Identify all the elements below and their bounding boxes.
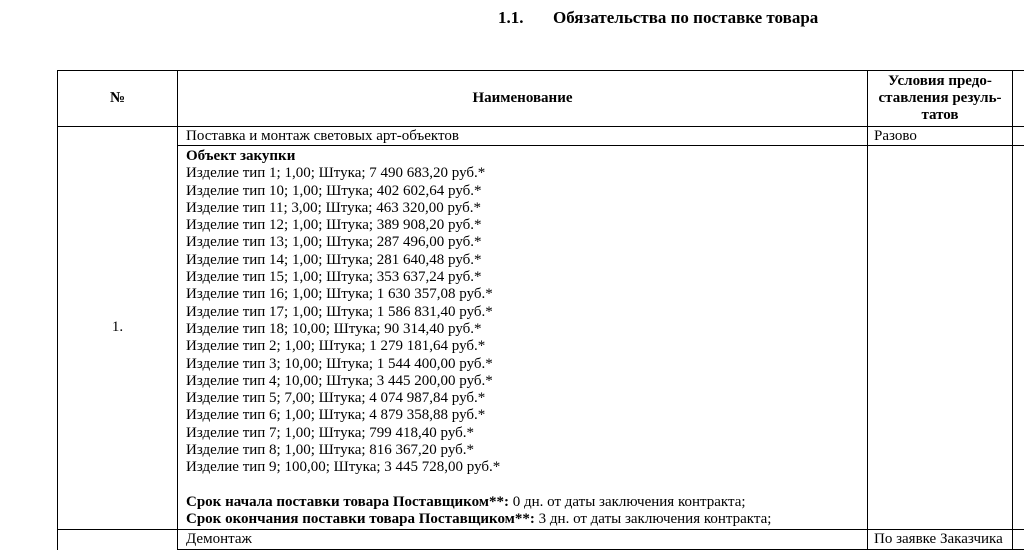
row2-subject-row — [58, 529, 1024, 549]
delivery-end-label: Срок окончания поставки товара Поставщиком**: — [186, 511, 535, 528]
purchase-item-line: Изделие тип 1; 1,00; Штука; 7 490 683,20 руб.* — [186, 165, 486, 182]
row2-condition-cell: По заявке Заказчика — [868, 529, 1013, 549]
row1-cutoff-cell — [1013, 127, 1024, 146]
purchase-object-label: Объект закупки — [186, 148, 296, 164]
row2-cutoff-cell — [1013, 529, 1024, 549]
purchase-item-line: Изделие тип 10; 1,00; Штука; 402 602,64 руб.* — [186, 182, 482, 199]
purchase-item-line: Изделие тип 5; 7,00; Штука; 4 074 987,84 руб.* — [186, 390, 486, 407]
section-title: Обязательства по поставке товара — [553, 8, 819, 27]
purchase-item-line: Изделие тип 15; 1,00; Штука; 353 637,24 руб.* — [186, 269, 482, 286]
row1-subject-row — [58, 127, 1024, 146]
delivery-end-value: 3 дн. от даты заключения контракта; — [534, 511, 772, 528]
row1-condition-cell: Разово — [868, 127, 1013, 146]
delivery-start-label: Срок начала поставки товара Поставщиком**: — [186, 493, 509, 510]
purchase-item-line: Изделие тип 8; 1,00; Штука; 816 367,20 руб.* — [186, 442, 475, 459]
col-header-number: № — [58, 71, 178, 127]
row1-number-cell: 1. — [58, 127, 178, 530]
col-header-conditions: Условия предо-ставления резуль-татов — [868, 71, 1013, 127]
section-heading — [498, 6, 818, 30]
delivery-end-line — [186, 511, 859, 528]
row2-number-cell — [58, 529, 178, 550]
purchase-item-line: Изделие тип 17; 1,00; Штука; 1 586 831,40 руб.* — [186, 303, 493, 320]
row2-subject-cell: Демонтаж — [178, 529, 868, 549]
purchase-item-line: Изделие тип 16; 1,00; Штука; 1 630 357,08 руб.* — [186, 286, 493, 303]
table-header-row — [58, 71, 1024, 127]
section-number: 1.1. — [498, 8, 524, 27]
row1-details-cutoff-empty — [1013, 146, 1024, 530]
col-header-name: Наименование — [178, 71, 868, 127]
row1-details-cell — [178, 146, 868, 530]
obligations-table — [57, 70, 1024, 550]
row1-subject-cell: Поставка и монтаж световых арт-объектов — [178, 127, 868, 146]
purchase-item-line: Изделие тип 12; 1,00; Штука; 389 908,20 руб.* — [186, 217, 482, 234]
purchase-item-line: Изделие тип 18; 10,00; Штука; 90 314,40 руб.* — [186, 320, 482, 337]
purchase-item-line: Изделие тип 14; 1,00; Штука; 281 640,48 руб.* — [186, 251, 482, 268]
row1-details-row — [58, 146, 1024, 530]
purchase-item-line: Изделие тип 4; 10,00; Штука; 3 445 200,00 руб.* — [186, 372, 493, 389]
purchase-item-line: Изделие тип 11; 3,00; Штука; 463 320,00 руб.* — [186, 199, 481, 216]
purchase-item-line: Изделие тип 3; 10,00; Штука; 1 544 400,00 руб.* — [186, 355, 493, 372]
delivery-start-value: 0 дн. от даты заключения контракта; — [509, 493, 746, 510]
purchase-item-line: Изделие тип 9; 100,00; Штука; 3 445 728,00 руб.* — [186, 459, 501, 476]
purchase-item-line: Изделие тип 7; 1,00; Штука; 799 418,40 руб.* — [186, 424, 475, 441]
purchase-item-line: Изделие тип 2; 1,00; Штука; 1 279 181,64 руб.* — [186, 338, 486, 355]
delivery-start-line — [186, 494, 859, 511]
row1-details-condition-empty — [868, 146, 1013, 530]
col-header-cutoff — [1013, 71, 1024, 127]
purchase-item-line: Изделие тип 6; 1,00; Штука; 4 879 358,88 руб.* — [186, 407, 486, 424]
purchase-item-line: Изделие тип 13; 1,00; Штука; 287 496,00 руб.* — [186, 234, 482, 251]
purchase-items-list — [186, 165, 859, 476]
